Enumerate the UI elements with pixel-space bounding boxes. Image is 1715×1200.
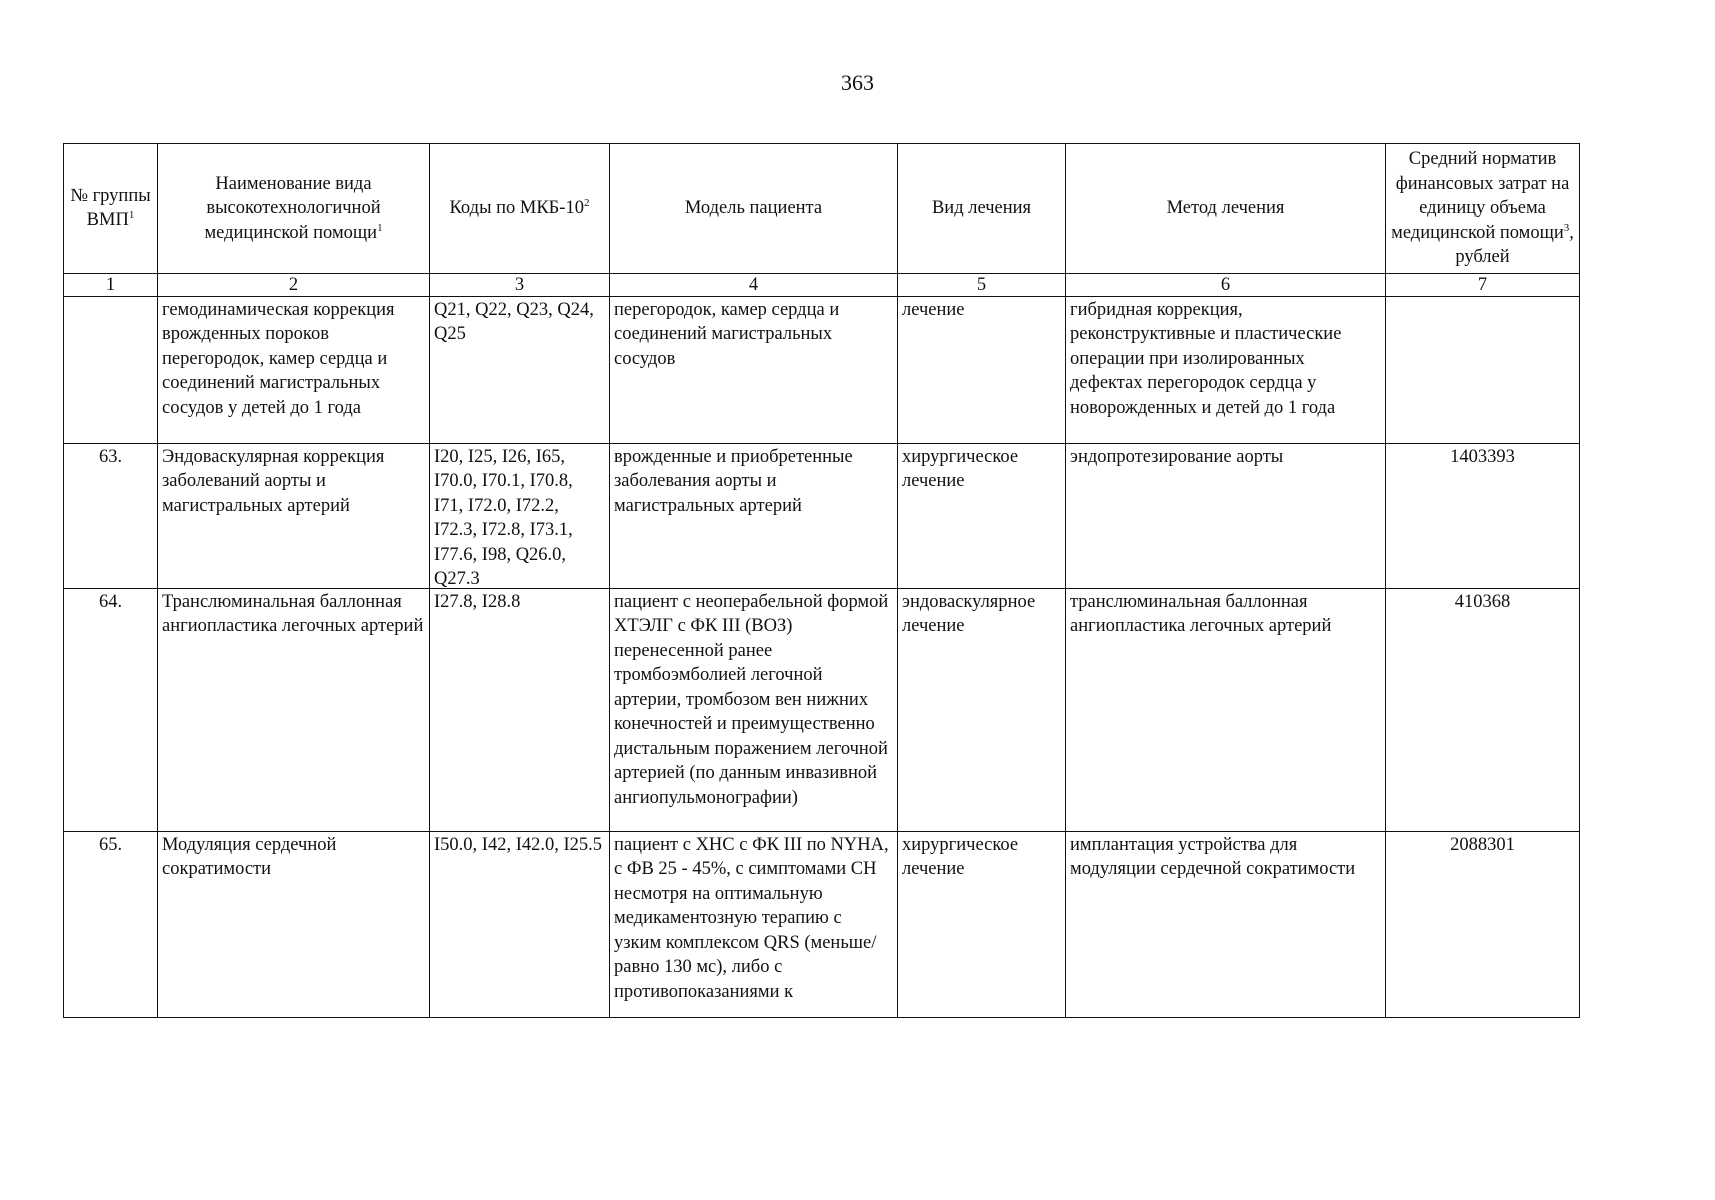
column-number: 6 (1066, 273, 1386, 296)
table-row (64, 443, 1580, 588)
icd-codes-cell: I50.0, I42, I42.0, I25.5 (430, 831, 610, 1017)
average-cost-cell: 2088301 (1386, 831, 1580, 1017)
average-cost-cell: 410368 (1386, 588, 1580, 831)
column-number: 7 (1386, 273, 1580, 296)
patient-model-cell: пациент с неоперабельной формой ХТЭЛГ с ФК III (ВОЗ) перенесенной ранее тромбоэмболией легочной артерии, тромбозом вен нижних конечностей и преимущественно дистальным поражением легочной артерией (по данным инвазивной ангиопульмонографии) (610, 588, 898, 831)
treatment-type-cell: хирургическое лечение (898, 443, 1066, 588)
header-care-type-name: Наименование вида высокотехнологичной медицинской помощи$^1$ (158, 144, 430, 274)
header-patient-model: Модель пациента (610, 144, 898, 274)
icd-codes-cell: I20, I25, I26, I65, I70.0, I70.1, I70.8, I71, I72.0, I72.2, I72.3, I72.8, I73.1, I77.6, I98, Q26.0, Q27.3 (430, 443, 610, 588)
table-row (64, 588, 1580, 831)
header-group-number: № группы ВМП$^1$ (64, 144, 158, 274)
group-number-cell (64, 296, 158, 443)
care-type-name-cell: гемодинамическая коррекция врожденных пороков перегородок, камер сердца и соединений магистральных сосудов у детей до 1 года (158, 296, 430, 443)
treatment-method-cell: имплантация устройства для модуляции сердечной сократимости (1066, 831, 1386, 1017)
patient-model-cell: перегородок, камер сердца и соединений магистральных сосудов (610, 296, 898, 443)
care-type-name-cell: Транслюминальная баллонная ангиопластика легочных артерий (158, 588, 430, 831)
column-number-row (64, 273, 1580, 296)
care-type-name-cell: Эндоваскулярная коррекция заболеваний аорты и магистральных артерий (158, 443, 430, 588)
table-row (64, 296, 1580, 443)
patient-model-cell: врожденные и приобретенные заболевания аорты и магистральных артерий (610, 443, 898, 588)
treatment-method-cell: транслюминальная баллонная ангиопластика легочных артерий (1066, 588, 1386, 831)
group-number-cell: 63. (64, 443, 158, 588)
average-cost-cell (1386, 296, 1580, 443)
column-number: 1 (64, 273, 158, 296)
treatment-type-cell: лечение (898, 296, 1066, 443)
column-number: 5 (898, 273, 1066, 296)
header-treatment-method: Метод лечения (1066, 144, 1386, 274)
treatment-type-cell: эндоваскулярное лечение (898, 588, 1066, 831)
header-treatment-type: Вид лечения (898, 144, 1066, 274)
patient-model-cell: пациент с ХНС с ФК III по NYHA, с ФВ 25 - 45%, с симптомами СН несмотря на оптимальную медикаментозную терапию с узким комплексом QRS (меньше/равно 130 мс), либо с противопоказаниями к (610, 831, 898, 1017)
icd-codes-cell: I27.8, I28.8 (430, 588, 610, 831)
table-row (64, 831, 1580, 1017)
header-row (64, 144, 1580, 274)
group-number-cell: 65. (64, 831, 158, 1017)
treatment-type-cell: хирургическое лечение (898, 831, 1066, 1017)
column-number: 4 (610, 273, 898, 296)
average-cost-cell: 1403393 (1386, 443, 1580, 588)
group-number-cell: 64. (64, 588, 158, 831)
care-type-name-cell: Модуляция сердечной сократимости (158, 831, 430, 1017)
treatment-method-cell: эндопротезирование аорты (1066, 443, 1386, 588)
column-number: 2 (158, 273, 430, 296)
header-icd-codes: Коды по МКБ-$10^2$ (430, 144, 610, 274)
header-average-cost: Средний норматив финансовых затрат на единицу объема медицинской помощи$^3$, рублей (1386, 144, 1580, 274)
treatment-method-cell: гибридная коррекция, реконструктивные и пластические операции при изолированных дефектах перегородок сердца у новорожденных и детей до 1 года (1066, 296, 1386, 443)
page-number: 363 (841, 70, 874, 95)
icd-codes-cell: Q21, Q22, Q23, Q24, Q25 (430, 296, 610, 443)
vmp-table (63, 143, 1580, 1018)
column-number: 3 (430, 273, 610, 296)
